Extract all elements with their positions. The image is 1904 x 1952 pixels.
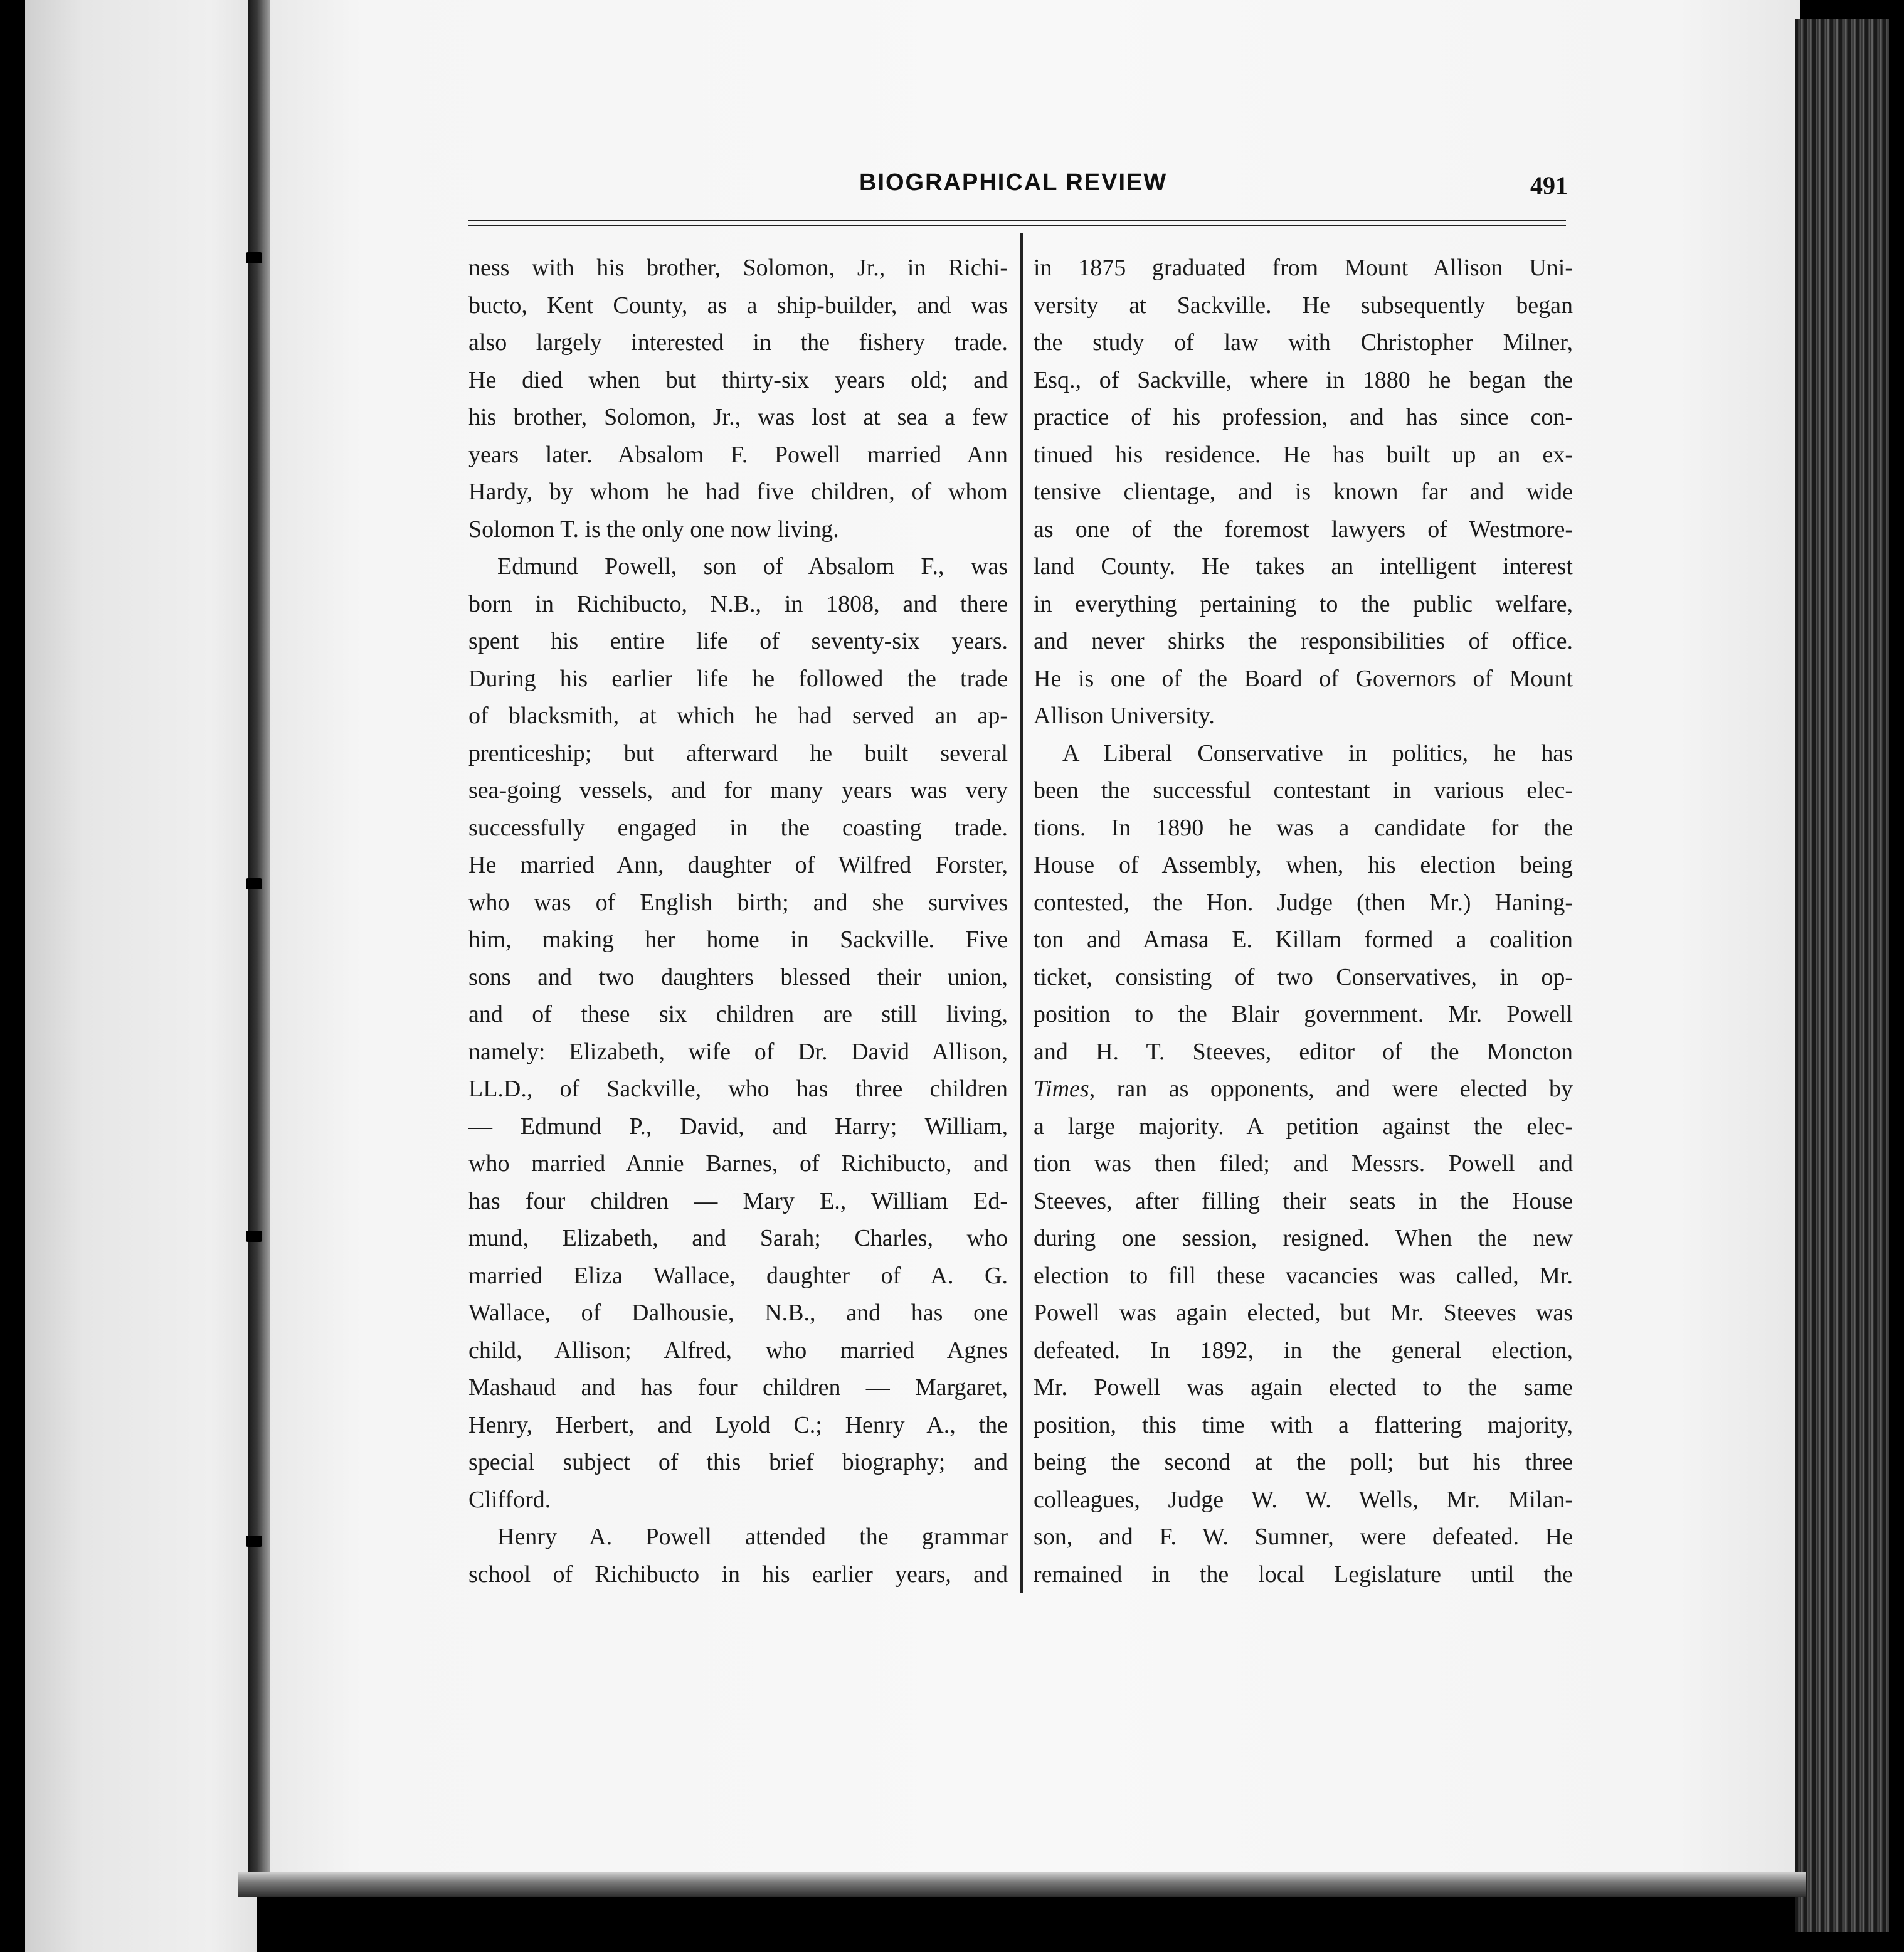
- text-line: He is one of the Board of Governors of Mount: [1034, 665, 1573, 692]
- text-line: Solomon T. is the only one now living.: [468, 516, 839, 543]
- text-line: and never shirks the responsibilities of office.: [1034, 628, 1573, 654]
- binding-stitch: [246, 1231, 262, 1242]
- text-line: sons and two daughters blessed their union,: [468, 963, 1008, 990]
- text-line: school of Richibucto in his earlier years, and: [468, 1561, 1008, 1588]
- text-line: Clifford.: [468, 1486, 551, 1513]
- text-line: and H. T. Steeves, editor of the Moncton: [1034, 1038, 1573, 1065]
- text-line: Mr. Powell was again elected to the same: [1034, 1374, 1573, 1401]
- text-line: bucto, Kent County, as a ship-builder, and was: [468, 292, 1008, 319]
- text-line: a large majority. A petition against the elec-: [1034, 1113, 1573, 1140]
- text-line: He died when but thirty-six years old; and: [468, 366, 1008, 393]
- text-line: LL.D., of Sackville, who has three children: [468, 1076, 1008, 1102]
- text-line: born in Richibucto, N.B., in 1808, and there: [468, 590, 1008, 617]
- text-line: — Edmund P., David, and Harry; William,: [468, 1113, 1008, 1140]
- text-line: contested, the Hon. Judge (then Mr.) Haning-: [1034, 889, 1573, 916]
- text-line: who was of English birth; and she survives: [468, 889, 1008, 916]
- header-rule: [468, 225, 1566, 226]
- text-line: son, and F. W. Sumner, were defeated. He: [1034, 1524, 1573, 1550]
- text-line: ticket, consisting of two Conservatives, in op-: [1034, 963, 1573, 990]
- text-line: mund, Elizabeth, and Sarah; Charles, who: [468, 1225, 1008, 1251]
- binding-stitch: [246, 878, 262, 889]
- text-line: namely: Elizabeth, wife of Dr. David Allison,: [468, 1038, 1008, 1065]
- text-line: him, making her home in Sackville. Five: [468, 926, 1008, 953]
- text-line: in 1875 graduated from Mount Allison Uni-: [1034, 255, 1573, 281]
- text-line: during one session, resigned. When the new: [1034, 1225, 1573, 1251]
- text-line: as one of the foremost lawyers of Westmore-: [1034, 516, 1573, 543]
- text-column-left: [468, 250, 1008, 1593]
- text-line: Mashaud and has four children — Margaret,: [468, 1374, 1008, 1401]
- text-line: sea-going vessels, and for many years was very: [468, 777, 1008, 804]
- text-line: who married Annie Barnes, of Richibucto, and: [468, 1150, 1008, 1177]
- text-line: years later. Absalom F. Powell married Ann: [468, 441, 1008, 468]
- text-line: Steeves, after filling their seats in the House: [1034, 1187, 1573, 1214]
- text-line: election to fill these vacancies was called, Mr.: [1034, 1262, 1573, 1289]
- text-line: his brother, Solomon, Jr., was lost at sea a few: [468, 404, 1008, 430]
- text-line: versity at Sackville. He subsequently began: [1034, 292, 1573, 319]
- text-line: position to the Blair government. Mr. Powell: [1034, 1001, 1573, 1027]
- page-bottom-edge: [238, 1872, 1806, 1897]
- text-line: spent his entire life of seventy-six years.: [468, 628, 1008, 654]
- text-line: the study of law with Christopher Milner,: [1034, 329, 1573, 356]
- text-column-right: [1034, 250, 1573, 1593]
- text-line: and of these six children are still living,: [468, 1001, 1008, 1027]
- running-head: BIOGRAPHICAL REVIEW: [859, 169, 1168, 196]
- text-line: tion was then filed; and Messrs. Powell and: [1034, 1150, 1573, 1177]
- text-line: Edmund Powell, son of Absalom F., was: [497, 553, 1008, 580]
- text-line: Times, ran as opponents, and were elected by: [1034, 1076, 1573, 1102]
- text-line: Hardy, by whom he had five children, of whom: [468, 479, 1008, 505]
- page-number: 491: [1530, 171, 1568, 199]
- text-line: ton and Amasa E. Killam formed a coalition: [1034, 926, 1573, 953]
- text-line: Wallace, of Dalhousie, N.B., and has one: [468, 1300, 1008, 1326]
- text-line: tions. In 1890 he was a candidate for the: [1034, 814, 1573, 841]
- text-line: special subject of this brief biography; and: [468, 1449, 1008, 1475]
- text-line: Powell was again elected, but Mr. Steeves was: [1034, 1300, 1573, 1326]
- text-line: Henry, Herbert, and Lyold C.; Henry A., the: [468, 1411, 1008, 1438]
- page-stack-edge: [1795, 19, 1889, 1932]
- header-rule: [468, 220, 1566, 221]
- text-line: He married Ann, daughter of Wilfred Forster,: [468, 852, 1008, 878]
- binding-stitch: [246, 252, 262, 263]
- text-line: remained in the local Legislature until the: [1034, 1561, 1573, 1588]
- text-line: prenticeship; but afterward he built several: [468, 740, 1008, 766]
- text-line: married Eliza Wallace, daughter of A. G.: [468, 1262, 1008, 1289]
- text-line: practice of his profession, and has since con-: [1034, 404, 1573, 430]
- text-line: land County. He takes an intelligent interest: [1034, 553, 1573, 580]
- text-line: tinued his residence. He has built up an ex-: [1034, 441, 1573, 468]
- text-line: Allison University.: [1034, 703, 1215, 729]
- text-line: been the successful contestant in various elec-: [1034, 777, 1573, 804]
- text-line: also largely interested in the fishery trade.: [468, 329, 1008, 356]
- text-line: Esq., of Sackville, where in 1880 he began the: [1034, 366, 1573, 393]
- text-line: tensive clientage, and is known far and wide: [1034, 479, 1573, 505]
- text-line: in everything pertaining to the public welfare,: [1034, 590, 1573, 617]
- text-line: of blacksmith, at which he had served an ap-: [468, 703, 1008, 729]
- text-line: During his earlier life he followed the trade: [468, 665, 1008, 692]
- text-line: child, Allison; Alfred, who married Agnes: [468, 1337, 1008, 1364]
- text-line: defeated. In 1892, in the general election,: [1034, 1337, 1573, 1364]
- text-line: successfully engaged in the coasting trade.: [468, 814, 1008, 841]
- text-line: A Liberal Conservative in politics, he has: [1062, 740, 1573, 766]
- binding-stitch: [246, 1536, 262, 1547]
- text-line: House of Assembly, when, his election being: [1034, 852, 1573, 878]
- text-line: ness with his brother, Solomon, Jr., in Richi-: [468, 255, 1008, 281]
- text-line: being the second at the poll; but his three: [1034, 1449, 1573, 1475]
- text-line: Henry A. Powell attended the grammar: [497, 1524, 1008, 1550]
- text-line: position, this time with a flattering majority,: [1034, 1411, 1573, 1438]
- facing-page-left: [25, 0, 257, 1952]
- text-line: has four children — Mary E., William Ed-: [468, 1187, 1008, 1214]
- column-divider: [1020, 233, 1023, 1593]
- text-line: colleagues, Judge W. W. Wells, Mr. Milan-: [1034, 1486, 1573, 1513]
